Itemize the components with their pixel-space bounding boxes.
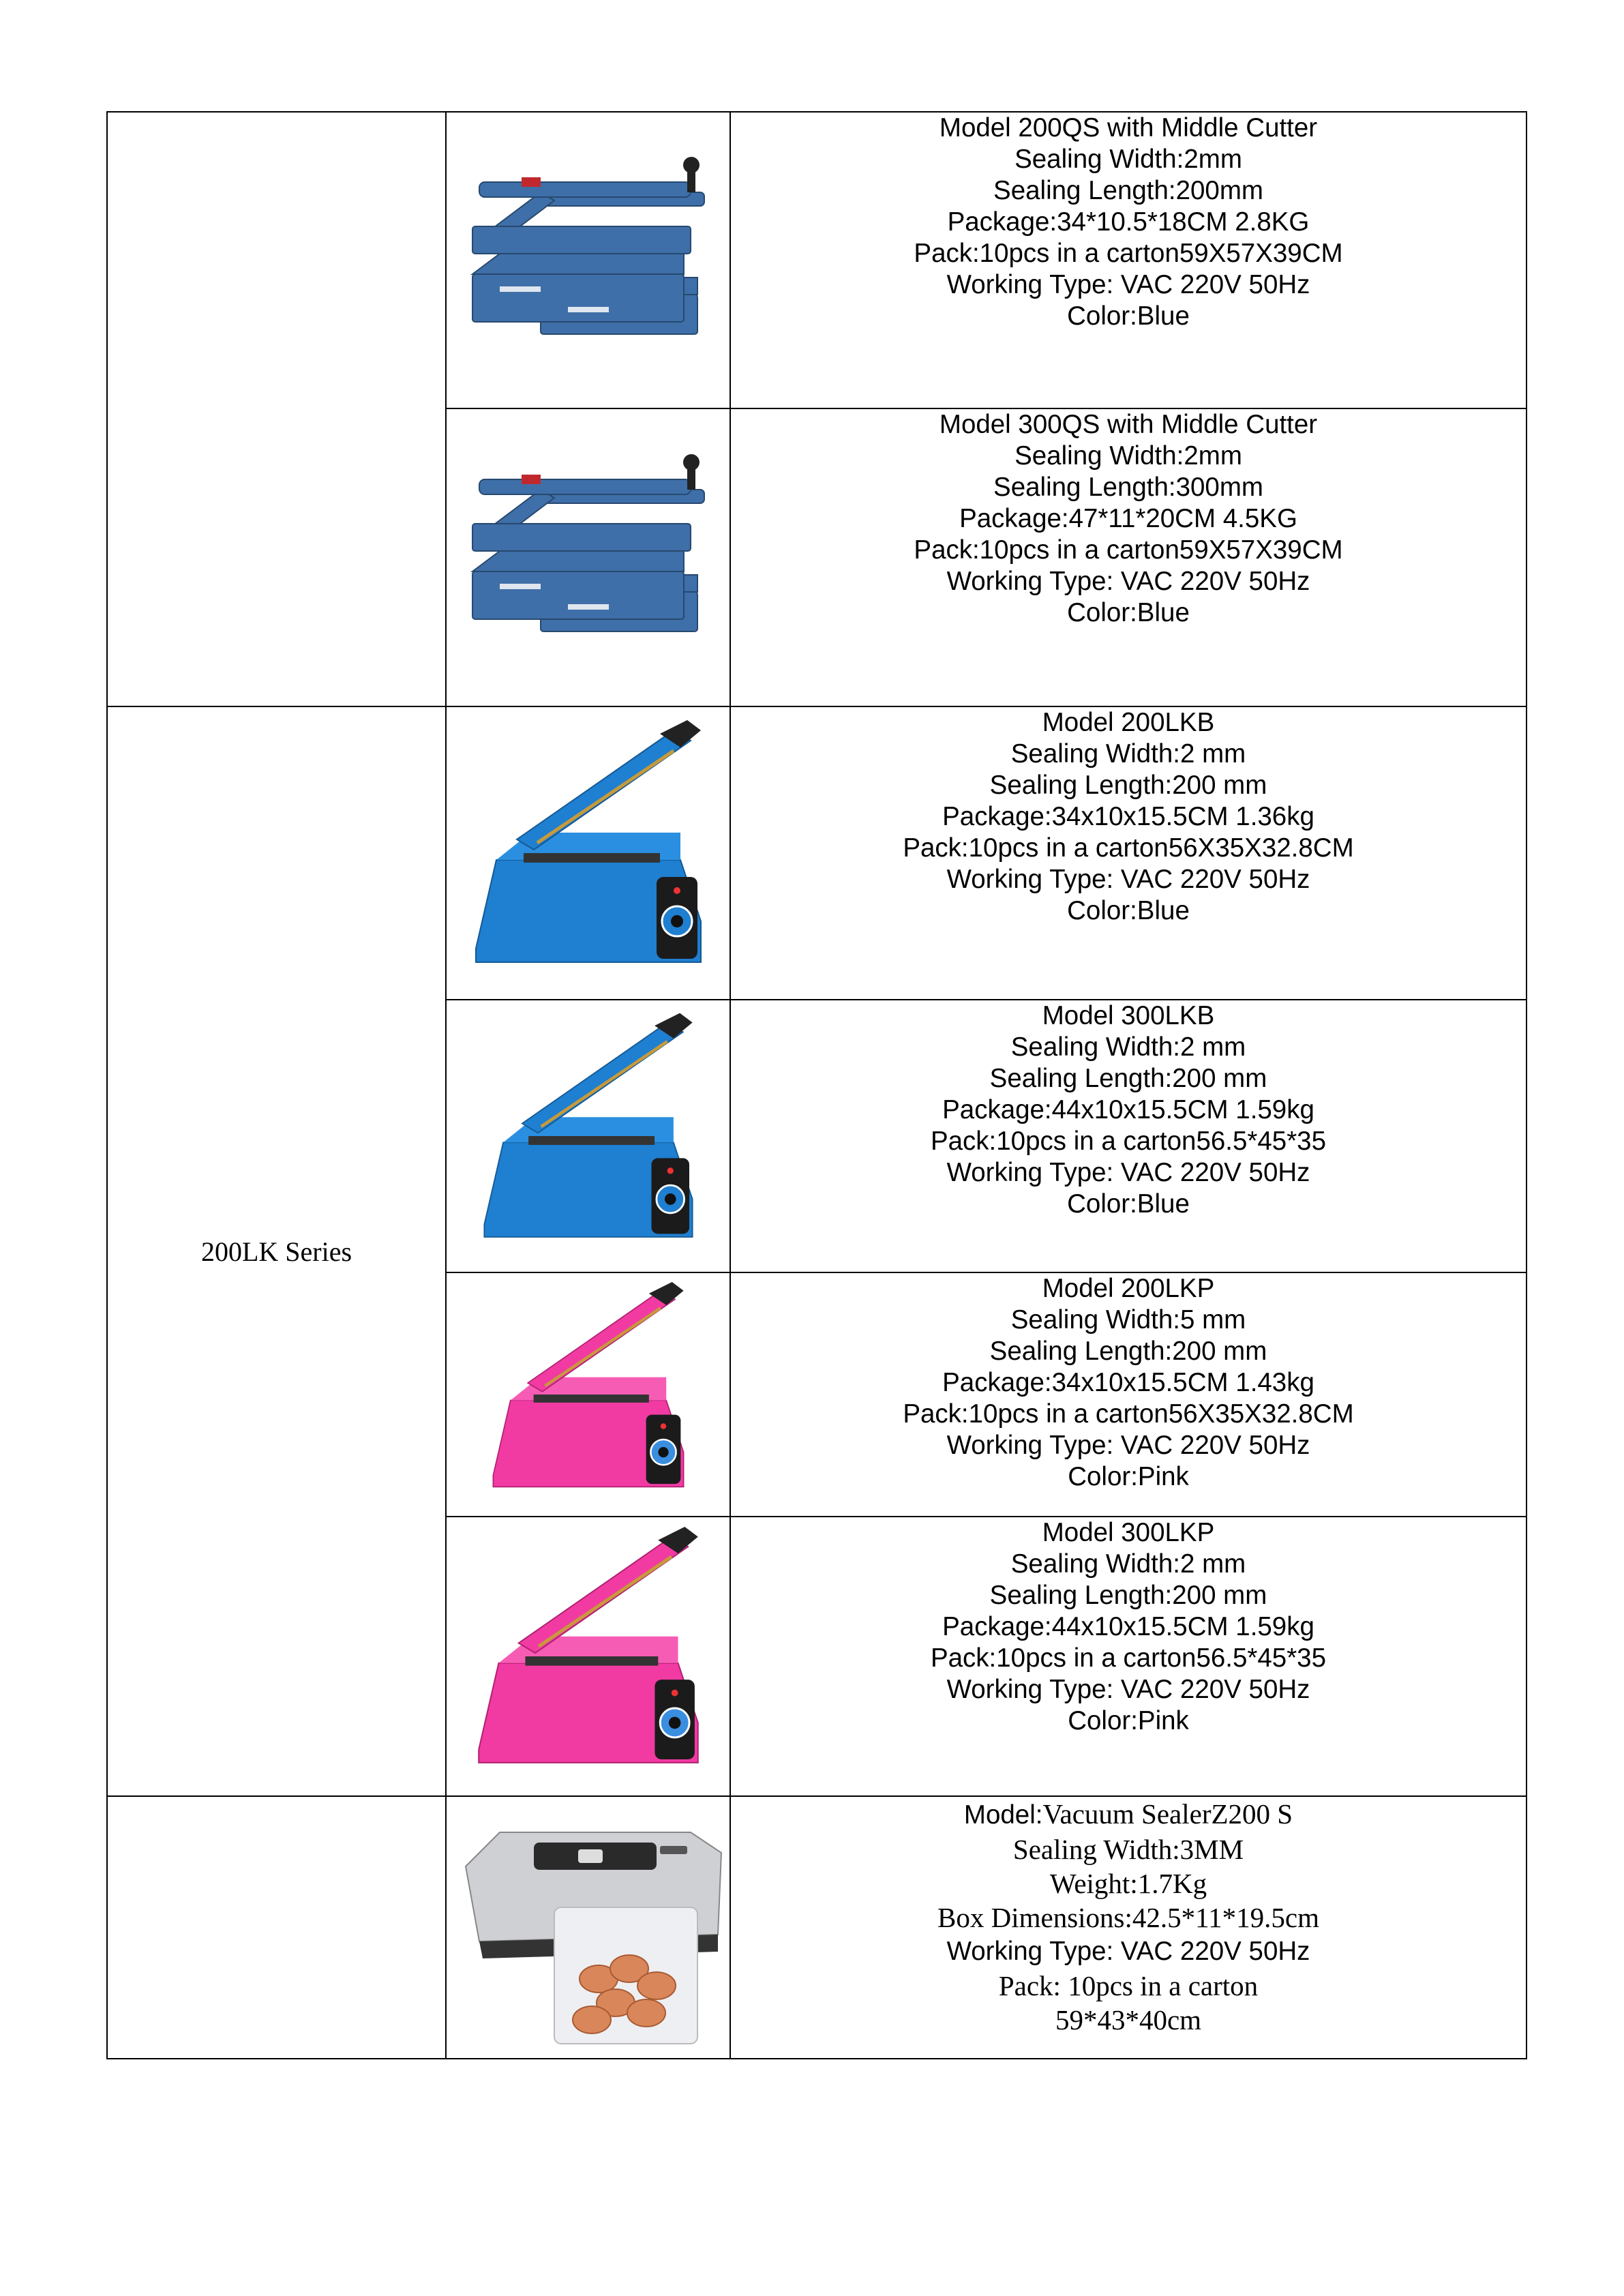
spec-line: Sealing Length:200 mm	[989, 771, 1267, 800]
spec-line	[731, 1797, 1526, 1832]
spec-line: Color:Pink	[1068, 1706, 1189, 1735]
product-image-cell	[446, 1000, 730, 1272]
product-spec-cell	[730, 1796, 1527, 2059]
pink-sealer-icon	[459, 1523, 718, 1789]
table-row	[107, 706, 1527, 1000]
blue-sealer-stack-icon	[459, 449, 718, 667]
spec-model-name: Vacuum SealerZ200 S	[1042, 1798, 1293, 1830]
spec-line: Working Type: VAC 220V 50Hz	[946, 270, 1310, 299]
product-spec-cell	[730, 706, 1527, 1000]
spec-line: Model 200LKB	[1042, 708, 1215, 737]
spec-line: Package:44x10x15.5CM 1.59kg	[942, 1612, 1314, 1641]
spec-line: Pack:10pcs in a carton56.5*45*35	[930, 1127, 1327, 1156]
spec-line: Package:47*11*20CM 4.5KG	[959, 504, 1297, 533]
product-image-cell	[446, 1517, 730, 1796]
spec-line: Color:Blue	[1067, 301, 1190, 331]
spec-line: Working Type: VAC 220V 50Hz	[946, 1937, 1310, 1966]
spec-line: Sealing Length:200 mm	[989, 1337, 1267, 1366]
pink-sealer-icon	[476, 1279, 701, 1510]
spec-line: Color:Blue	[1067, 1189, 1190, 1219]
spec-line: Model 300LKP	[1042, 1518, 1215, 1547]
product-image-cell	[446, 706, 730, 1000]
spec-line: Model 300QS with Middle Cutter	[939, 410, 1318, 439]
series-label: 200LK Series	[107, 706, 446, 1796]
spec-line: Sealing Width:3MM	[1012, 1834, 1244, 1865]
spec-line: Model 200QS with Middle Cutter	[939, 113, 1318, 143]
spec-line: Sealing Width:2 mm	[1010, 739, 1246, 769]
spec-line: Package:34x10x15.5CM 1.43kg	[942, 1368, 1314, 1397]
spec-line: Package:34x10x15.5CM 1.36kg	[942, 802, 1314, 831]
product-spec-cell	[730, 1517, 1527, 1796]
spec-line: Pack:10pcs in a carton59X57X39CM	[914, 535, 1343, 565]
product-image-cell	[446, 112, 730, 408]
series-cell-empty	[107, 1796, 446, 2059]
spec-line: Sealing Width:2mm	[1014, 441, 1242, 471]
spec-line: Model 300LKB	[1042, 1001, 1215, 1030]
spec-line: Pack:10pcs in a carton59X57X39CM	[914, 239, 1343, 268]
blue-sealer-icon	[459, 1010, 718, 1262]
blue-sealer-icon	[455, 717, 721, 989]
spec-line: Box Dimensions:42.5*11*19.5cm	[937, 1902, 1319, 1933]
blue-sealer-stack-icon	[459, 151, 718, 370]
spec-line: Sealing Width:5 mm	[1010, 1305, 1246, 1335]
spec-line: Sealing Width:2 mm	[1010, 1549, 1246, 1579]
spec-line: Color:Blue	[1067, 598, 1190, 627]
spec-line: Working Type: VAC 220V 50Hz	[946, 567, 1310, 596]
spec-line: 59*43*40cm	[1055, 2004, 1202, 2036]
table-row	[107, 1796, 1527, 2059]
spec-line: Sealing Length:300mm	[993, 473, 1263, 502]
product-spec-cell	[730, 1000, 1527, 1272]
product-image-cell	[446, 1272, 730, 1517]
product-image-cell	[446, 408, 730, 706]
series-cell-empty	[107, 112, 446, 706]
spec-line: Sealing Width:2mm	[1014, 145, 1242, 174]
vacuum-sealer-icon	[452, 1805, 725, 2051]
spec-line: Sealing Length:200mm	[993, 176, 1263, 205]
spec-line: Pack:10pcs in a carton56.5*45*35	[930, 1643, 1327, 1673]
spec-line: Working Type: VAC 220V 50Hz	[946, 1158, 1310, 1187]
product-image-cell	[446, 1796, 730, 2059]
spec-line: Pack:10pcs in a carton56X35X32.8CM	[903, 833, 1354, 863]
spec-line: Model 200LKP	[1042, 1274, 1215, 1303]
spec-line: Working Type: VAC 220V 50Hz	[946, 1431, 1310, 1460]
spec-line: Pack: 10pcs in a carton	[998, 1970, 1259, 2001]
spec-line: Working Type: VAC 220V 50Hz	[946, 865, 1310, 894]
spec-line: Sealing Length:200 mm	[989, 1581, 1267, 1610]
product-spec-table	[106, 111, 1527, 2059]
spec-line: Sealing Width:2 mm	[1010, 1032, 1246, 1062]
spec-line: Working Type: VAC 220V 50Hz	[946, 1675, 1310, 1704]
spec-line: Package:44x10x15.5CM 1.59kg	[942, 1095, 1314, 1124]
spec-line: Package:34*10.5*18CM 2.8KG	[947, 207, 1310, 237]
product-spec-cell	[730, 112, 1527, 408]
spec-line: Color:Blue	[1067, 896, 1190, 925]
table-row	[107, 112, 1527, 408]
spec-line: Weight:1.7Kg	[1049, 1868, 1207, 1899]
spec-line: Pack:10pcs in a carton56X35X32.8CM	[903, 1399, 1354, 1429]
spec-model-prefix: Model:	[963, 1800, 1043, 1830]
product-spec-cell	[730, 408, 1527, 706]
spec-line: Sealing Length:200 mm	[989, 1064, 1267, 1093]
spec-line: Color:Pink	[1068, 1462, 1189, 1491]
product-spec-cell	[730, 1272, 1527, 1517]
